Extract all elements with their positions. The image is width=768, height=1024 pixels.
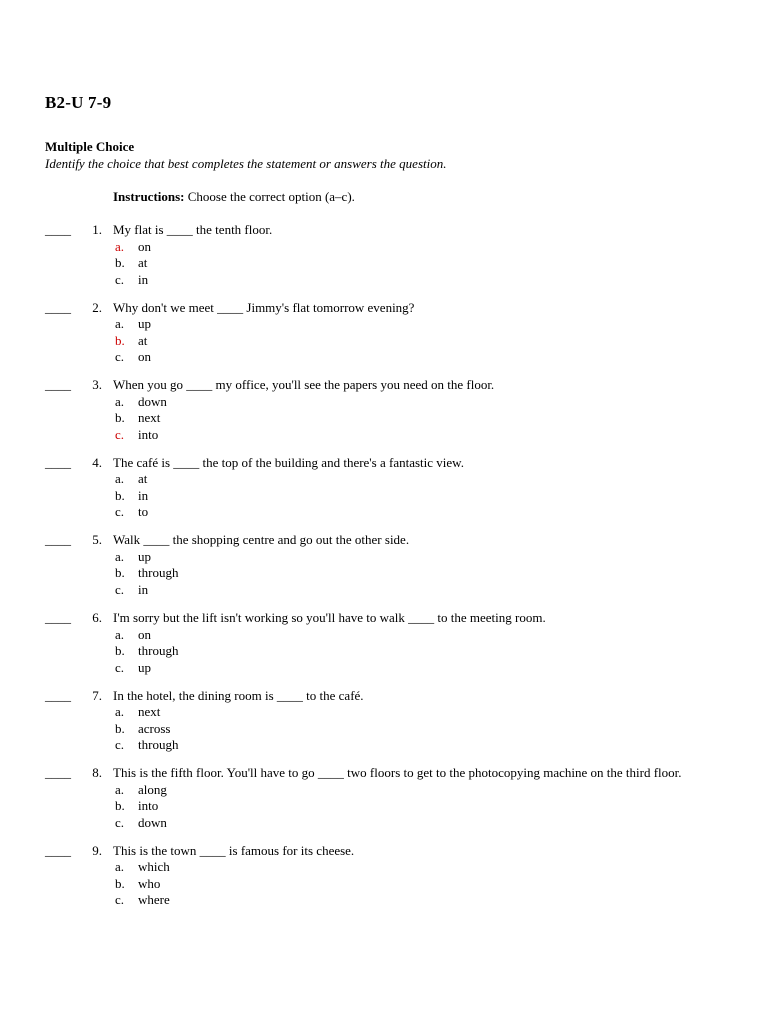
answer-option	[0, 549, 768, 566]
option-text: along	[138, 781, 167, 797]
option-letter: c.	[115, 814, 125, 830]
option-letter: c.	[115, 504, 125, 520]
option-text: into	[138, 426, 159, 442]
option-text: through	[138, 737, 179, 753]
answer-option	[0, 255, 768, 272]
option-list	[0, 394, 768, 444]
option-text: at	[138, 471, 148, 487]
option-text: on	[138, 238, 151, 254]
option-list	[0, 239, 768, 289]
answer-blank: ____	[45, 377, 71, 393]
option-letter: b.	[115, 720, 125, 736]
answer-blank: ____	[45, 532, 71, 548]
answer-blank: ____	[45, 842, 71, 858]
option-letter: c.	[115, 349, 125, 365]
question-stem: Walk ____ the shopping centre and go out the other side.	[113, 532, 410, 548]
question-stem: When you go ____ my office, you'll see the papers you need on the floor.	[113, 377, 495, 393]
option-text: in	[138, 487, 149, 503]
option-letter: c.	[115, 659, 125, 675]
answer-option	[0, 660, 768, 677]
option-letter: c.	[115, 581, 125, 597]
answer-option	[0, 627, 768, 644]
instructions-label: Instructions:	[113, 189, 185, 204]
question-number: 5.	[92, 532, 102, 548]
option-letter: a.	[115, 471, 125, 487]
option-text: on	[138, 349, 151, 365]
question-stem: My flat is ____ the tenth floor.	[113, 222, 273, 237]
question-number: 2.	[92, 299, 102, 315]
option-list	[0, 316, 768, 366]
instructions-text: Choose the correct option (a–c).	[184, 189, 355, 204]
option-letter: a.	[115, 393, 125, 409]
option-letter: b.	[115, 643, 125, 658]
option-letter: a.	[115, 859, 125, 875]
option-letter: a.	[115, 548, 125, 564]
option-text: next	[138, 410, 161, 426]
answer-option	[0, 859, 768, 876]
answer-blank: ____	[45, 222, 71, 237]
option-text: at	[138, 332, 148, 348]
option-text: through	[138, 565, 179, 581]
option-list	[0, 704, 768, 754]
option-letter: b.	[115, 410, 125, 426]
instructions	[113, 189, 355, 205]
question-number: 7.	[92, 687, 102, 703]
option-letter: c.	[115, 892, 125, 908]
answer-option	[0, 876, 768, 893]
option-letter: c.	[115, 271, 125, 287]
answer-option	[0, 349, 768, 366]
question-number: 3.	[92, 377, 102, 393]
option-text: through	[138, 643, 179, 658]
question-stem: This is the town ____ is famous for its cheese.	[113, 842, 355, 858]
question-stem: I'm sorry but the lift isn't working so you'll have to walk ____ to the meeting room.	[113, 610, 546, 625]
answer-option	[0, 892, 768, 909]
option-letter: a.	[115, 238, 125, 254]
section-title: Multiple Choice	[45, 139, 135, 154]
option-letter: b.	[115, 875, 125, 891]
option-letter: b.	[115, 487, 125, 503]
option-list	[0, 627, 768, 677]
answer-option	[0, 721, 768, 738]
question-stem: Why don't we meet ____ Jimmy's flat tomorrow evening?	[113, 299, 415, 315]
answer-option	[0, 394, 768, 411]
option-letter: a.	[115, 704, 125, 720]
answer-option	[0, 565, 768, 582]
answer-option	[0, 798, 768, 815]
option-text: in	[138, 271, 149, 287]
answer-option	[0, 488, 768, 505]
answer-option	[0, 815, 768, 832]
answer-blank: ____	[45, 610, 71, 625]
option-list	[0, 549, 768, 599]
answer-option	[0, 737, 768, 754]
question-number: 4.	[92, 454, 102, 470]
answer-option	[0, 582, 768, 599]
option-letter: b.	[115, 255, 125, 270]
question-stem: This is the fifth floor. You'll have to go ____ two floors to get to the photocopying machine on the third floor.	[113, 765, 682, 781]
option-letter: a.	[115, 626, 125, 642]
question-stem: The café is ____ the top of the building and there's a fantastic view.	[113, 454, 464, 470]
question-number: 6.	[92, 610, 102, 625]
option-text: up	[138, 548, 151, 564]
option-letter: b.	[115, 332, 125, 348]
option-text: down	[138, 393, 167, 409]
answer-option	[0, 471, 768, 488]
option-list	[0, 471, 768, 521]
option-text: across	[138, 720, 171, 736]
option-text: into	[138, 798, 159, 814]
option-text: to	[138, 504, 149, 520]
option-text: at	[138, 255, 148, 270]
answer-option	[0, 272, 768, 289]
answer-blank: ____	[45, 299, 71, 315]
option-letter: a.	[115, 316, 125, 332]
option-letter: a.	[115, 781, 125, 797]
section-subtitle: Identify the choice that best completes the statement or answers the question.	[45, 156, 447, 171]
option-text: which	[138, 859, 170, 875]
option-text: who	[138, 875, 161, 891]
question-number: 1.	[92, 222, 102, 237]
option-letter: b.	[115, 565, 125, 581]
option-text: up	[138, 659, 151, 675]
option-letter: c.	[115, 737, 125, 753]
answer-option	[0, 427, 768, 444]
question-number: 8.	[92, 765, 102, 781]
answer-option	[0, 704, 768, 721]
option-text: down	[138, 814, 167, 830]
question-number: 9.	[92, 842, 102, 858]
option-text: where	[138, 892, 170, 908]
answer-blank: ____	[45, 765, 71, 781]
option-text: next	[138, 704, 161, 720]
answer-option	[0, 316, 768, 333]
option-letter: c.	[115, 426, 125, 442]
answer-blank: ____	[45, 454, 71, 470]
option-list	[0, 782, 768, 832]
question-stem: In the hotel, the dining room is ____ to the café.	[113, 687, 364, 703]
answer-blank: ____	[45, 687, 71, 703]
option-letter: b.	[115, 798, 125, 814]
answer-option	[0, 504, 768, 521]
option-text: in	[138, 581, 149, 597]
option-list	[0, 859, 768, 909]
option-text: on	[138, 626, 151, 642]
answer-option	[0, 239, 768, 256]
option-text: up	[138, 316, 151, 332]
answer-option	[0, 782, 768, 799]
answer-option	[0, 410, 768, 427]
answer-option	[0, 333, 768, 350]
answer-option	[0, 643, 768, 660]
document-title: B2-U 7-9	[45, 93, 112, 112]
